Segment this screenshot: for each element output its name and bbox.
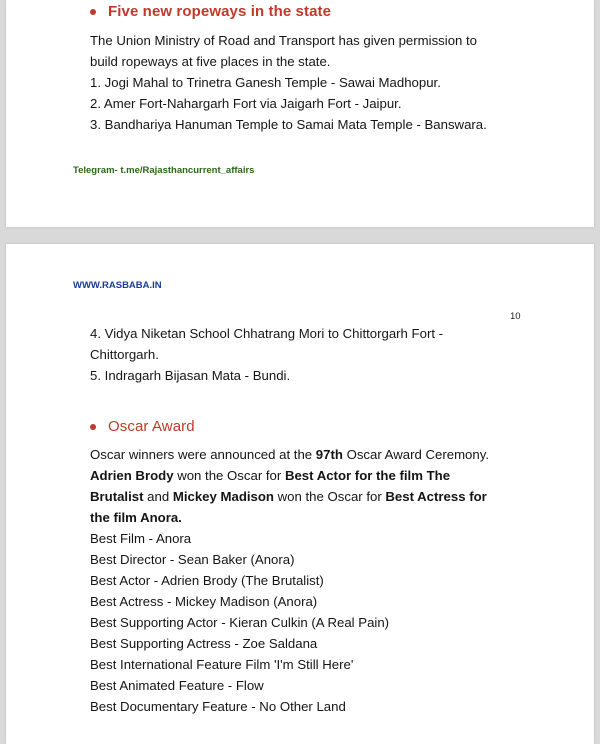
ropeways-paragraph [90,30,530,135]
text-line [90,486,530,507]
text-line [90,507,530,528]
text-run: won the Oscar for [173,468,285,483]
bold-run: Brutalist [90,489,144,504]
bold-run: 97th [315,447,343,462]
text-line [90,465,530,486]
document-page-upper [6,0,594,227]
page-number: 10 [510,311,521,322]
section-heading-ropeways [90,3,331,20]
bullet-icon [90,424,96,430]
winner-item: Best Actress - Mickey Madison (Anora) [90,594,318,609]
telegram-link[interactable]: Telegram- t.me/Rajasthancurrent_affairs [73,165,255,176]
ropeways-continued-paragraph [90,323,530,386]
text-line [90,444,530,465]
bullet-icon [90,9,96,15]
section-heading-oscar [90,418,195,435]
list-item: 2. Amer Fort-Nahargarh Fort via Jaigarh Fort - Jaipur. [90,96,402,111]
bold-run: Adrien Brody [90,468,174,483]
list-item: 5. Indragarh Bijasan Mata - Bundi. [90,368,291,383]
list-item: 4. Vidya Niketan School Chhatrang Mori to Chittorgarh Fort - [90,326,444,341]
text-run: and [143,489,173,504]
list-item: 1. Jogi Mahal to Trinetra Ganesh Temple - Sawai Madhopur. [90,75,441,90]
text-line: build ropeways at five places in the state. [90,54,331,69]
text-run: Oscar winners were announced at the [90,447,316,462]
text-run: won the Oscar for [273,489,386,504]
winner-item: Best Film - Anora [90,531,192,546]
bold-run: the film Anora. [90,510,182,525]
text-line: The Union Ministry of Road and Transport has given permission to [90,33,478,48]
bold-run: Best Actor for the film The [284,468,451,483]
bold-run: Mickey Madison [172,489,274,504]
text-line: Chittorgarh. [90,347,159,362]
document-page-lower [6,244,594,744]
winner-item: Best Director - Sean Baker (Anora) [90,552,295,567]
website-link[interactable]: WWW.RASBABA.IN [73,280,162,291]
winner-item: Best Documentary Feature - No Other Land [90,699,346,714]
winner-item: Best Animated Feature - Flow [90,678,264,693]
winner-item: Best Supporting Actor - Kieran Culkin (A Real Pain) [90,615,390,630]
section-heading-text: Five new ropeways in the state [108,3,332,20]
text-run: Oscar Award Ceremony. [342,447,489,462]
winner-item: Best Actor - Adrien Brody (The Brutalist) [90,573,324,588]
bold-run: Best Actress for [385,489,487,504]
oscar-paragraph [90,444,530,717]
winner-item: Best Supporting Actress - Zoe Saldana [90,636,318,651]
winner-item: Best International Feature Film 'I'm Still Here' [90,657,354,672]
section-heading-text: Oscar Award [108,418,195,435]
list-item: 3. Bandhariya Hanuman Temple to Samai Mata Temple - Banswara. [90,117,487,132]
